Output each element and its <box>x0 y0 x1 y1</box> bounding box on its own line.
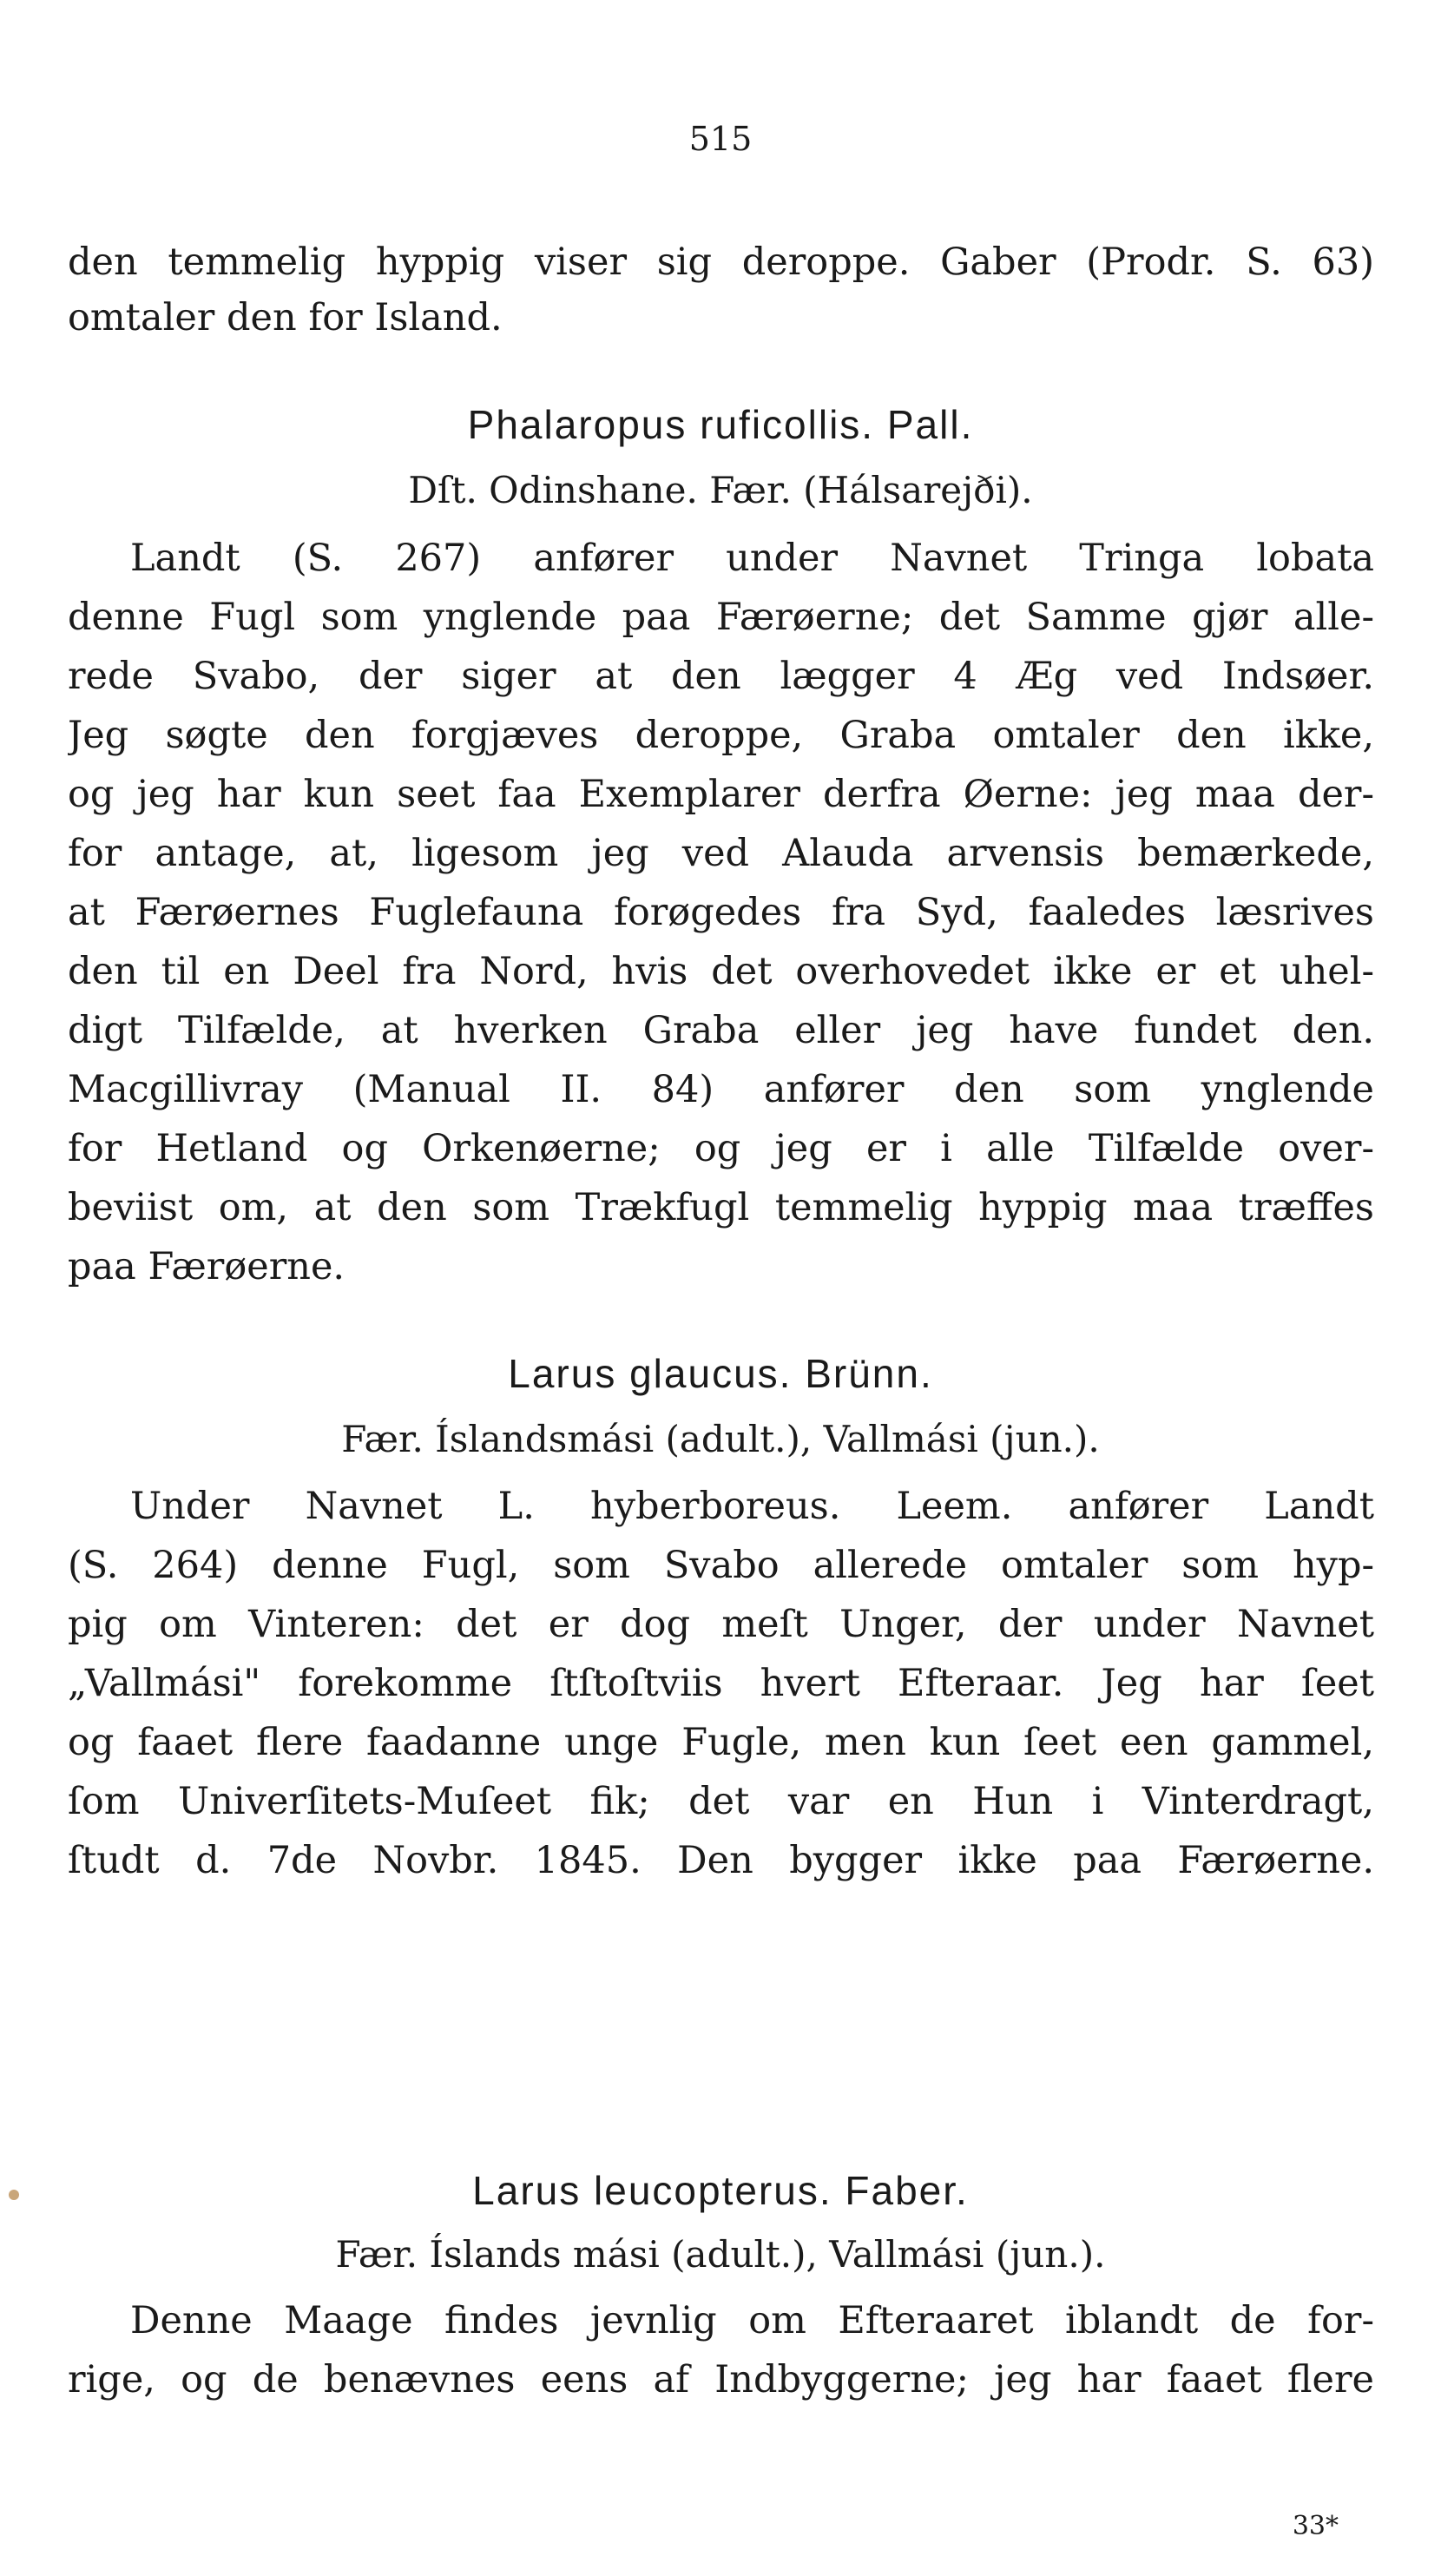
signature-mark: 33* <box>1292 2511 1339 2541</box>
body-line: for antage, at, ligesom jeg ved Alauda arvensis bemærkede, <box>68 832 1374 875</box>
body-line: den til en Deel fra Nord, hvis det overhovedet ikke er et uhel- <box>68 950 1374 993</box>
body-line: rige, og de benævnes eens af Indbyggerne; jeg har faaet flere <box>68 2358 1374 2401</box>
body-line: paa Færøerne. <box>68 1245 345 1288</box>
species-names: Fær. Íslandsmási (adult.), Vallmási (jun.). <box>341 1418 1100 1460</box>
species-heading: Larus leucopterus. Faber. <box>472 2168 969 2213</box>
body-line: Jeg søgte den forgjæves deroppe, Graba omtaler den ikke, <box>68 714 1374 757</box>
species-heading: Larus glaucus. Brünn. <box>508 1351 933 1396</box>
body-line: Macgillivray (Manual II. 84) anfører den som ynglende <box>68 1068 1374 1111</box>
species-names: Dſt. Odinshane. Fær. (Hálsarejði). <box>408 469 1033 511</box>
body-line: digt Tilfælde, at hverken Graba eller jeg have fundet den. <box>68 1009 1374 1052</box>
body-line: Landt (S. 267) anfører under Navnet Tringa lobata <box>130 537 1374 580</box>
body-line: og jeg har kun seet faa Exemplarer derfra Øerne: jeg maa der- <box>68 773 1374 816</box>
body-line: (S. 264) denne Fugl, som Svabo allerede omtaler som hyp- <box>68 1544 1374 1587</box>
body-line: for Hetland og Orkenøerne; og jeg er i alle Tilfælde over- <box>68 1127 1374 1170</box>
species-heading: Phalaropus ruficollis. Pall. <box>467 402 974 447</box>
body-line: beviist om, at den som Trækfugl temmelig hyppig maa træffes <box>68 1186 1374 1229</box>
body-line: Denne Maage findes jevnlig om Efteraaret iblandt de for- <box>130 2299 1374 2342</box>
body-line: rede Svabo, der siger at den lægger 4 Æg ved Indsøer. <box>68 655 1374 698</box>
intro-line: den temmelig hyppig viser sig deroppe. Gaber (Prodr. S. 63) <box>68 240 1374 284</box>
page-number: 515 <box>688 120 753 158</box>
body-line: og faaet flere faadanne unge Fugle, men kun ſeet een gammel, <box>68 1721 1374 1764</box>
intro-line: omtaler den for Island. <box>68 296 503 339</box>
species-names: Fær. Íslands mási (adult.), Vallmási (jun.). <box>335 2233 1106 2276</box>
body-line: ſtudt d. 7de Novbr. 1845. Den bygger ikke paa Færøerne. <box>68 1839 1374 1882</box>
body-line: at Færøernes Fuglefauna forøgedes fra Syd, faaledes læsrives <box>68 891 1374 934</box>
body-line: Under Navnet L. hyberboreus. Leem. anfører Landt <box>130 1485 1374 1528</box>
body-line: ſom Univerſitets-Muſeet fik; det var en Hun i Vinterdragt, <box>68 1780 1374 1823</box>
body-line: „Vallmási" forekomme ſtſtoſtviis hvert Efteraar. Jeg har ſeet <box>68 1662 1374 1705</box>
body-line: pig om Vinteren: det er dog meſt Unger, der under Navnet <box>68 1603 1374 1646</box>
body-line: denne Fugl som ynglende paa Færøerne; det Samme gjør alle- <box>68 596 1374 639</box>
